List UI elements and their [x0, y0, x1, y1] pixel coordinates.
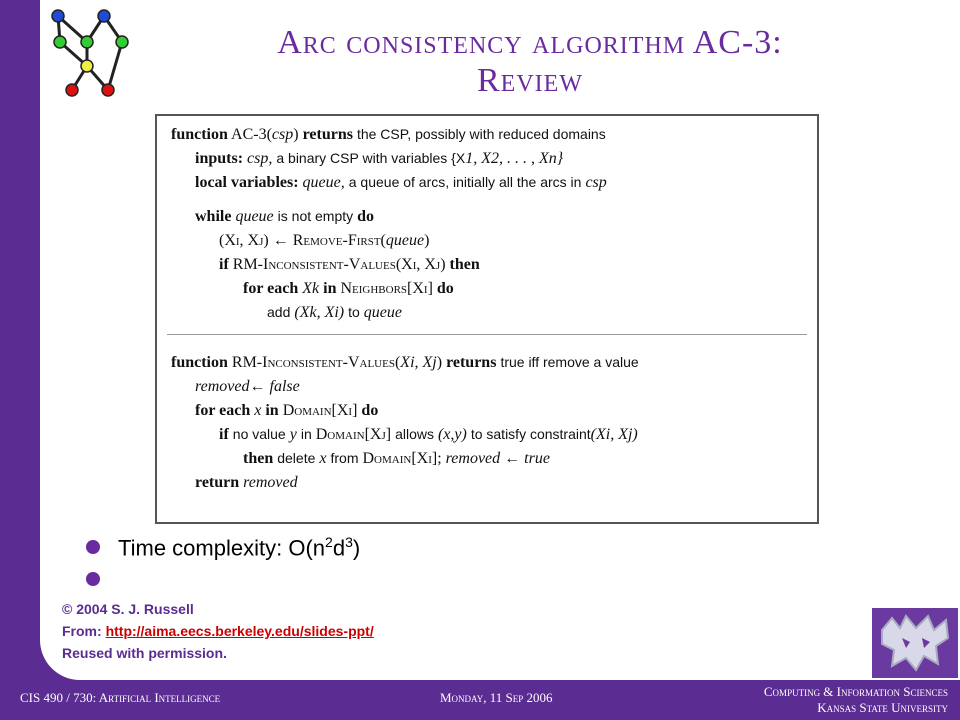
keyword: while — [195, 208, 232, 225]
variable: x — [254, 402, 262, 419]
divider — [167, 334, 807, 335]
param: queue — [235, 208, 274, 225]
statement: Neighbors[Xi] — [340, 280, 433, 297]
keyword: do — [357, 208, 375, 225]
variable: removed — [243, 474, 298, 491]
bullet-text — [118, 534, 360, 561]
algo-line-12 — [219, 426, 638, 444]
footer-bar — [0, 680, 960, 720]
keyword: then — [449, 256, 480, 273]
description: delete — [277, 450, 316, 466]
footer-date: Monday, 11 Sep 2006 — [440, 690, 553, 705]
algo-line-13 — [243, 450, 550, 468]
algo-line-10 — [195, 378, 300, 396]
keyword: local variables: — [195, 174, 299, 191]
keyword: then — [243, 450, 274, 467]
footer-course: CIS 490 / 730: Artificial Intelligence — [20, 690, 221, 705]
variable: removed — [195, 378, 250, 395]
source-link[interactable]: http://aima.eecs.berkeley.edu/slides-ppt/ — [105, 623, 374, 639]
variable: y — [289, 426, 297, 443]
param: Xi, Xj — [400, 354, 437, 371]
algo-line-14 — [195, 474, 298, 492]
algo-line-7 — [243, 280, 454, 298]
title-line-1: Arc consistency algorithm AC-3: — [277, 24, 783, 61]
algo-line-9 — [171, 354, 639, 372]
keyword: if — [219, 426, 229, 443]
algo-line-4 — [195, 208, 374, 226]
credits — [62, 598, 374, 664]
algo-line-11 — [195, 402, 378, 420]
statement: Domain[Xi] — [282, 402, 358, 419]
bullet-dot — [86, 540, 100, 554]
description: true iff remove a value — [500, 354, 639, 370]
assignment: removed ← true — [445, 450, 550, 467]
variable: Xk — [302, 280, 320, 297]
algo-line-6 — [219, 256, 480, 274]
param: csp — [271, 126, 294, 143]
description: to — [348, 304, 360, 320]
bullet-part: Time complexity: O(n — [118, 535, 326, 561]
paren: ) — [293, 126, 299, 143]
algo-line-8 — [267, 304, 402, 322]
keyword: if — [219, 256, 229, 273]
bullet-part: d — [332, 535, 346, 561]
variables: 1, X2, . . . , Xn} — [465, 150, 564, 167]
wildcat-logo-icon — [872, 608, 958, 678]
description: allows — [395, 426, 434, 442]
credit-prefix: From: — [62, 623, 106, 639]
paren: ) — [424, 232, 430, 249]
variable: x — [319, 450, 327, 467]
param: queue — [385, 232, 425, 249]
description: a queue of arcs, initially all the arcs in — [348, 174, 582, 190]
description: from — [330, 450, 359, 466]
footer-department — [764, 684, 948, 716]
function-name: AC-3( — [231, 126, 272, 143]
algo-line-2 — [195, 150, 563, 168]
bullet-sup: 2 — [325, 534, 333, 550]
function-name: RM-Inconsistent-Values( — [231, 354, 401, 371]
param: csp — [585, 174, 607, 191]
description: to satisfy constraint — [470, 426, 591, 442]
param: queue, — [302, 174, 345, 191]
keyword: function — [171, 126, 228, 143]
title-line-2: Review — [477, 62, 583, 99]
statement: Domain[Xj] — [315, 426, 392, 443]
description: a binary CSP with variables {X — [276, 150, 466, 166]
keyword: in — [323, 280, 337, 297]
credit-source — [62, 620, 374, 642]
algo-line-1 — [171, 126, 606, 144]
param: csp, — [247, 150, 273, 167]
keyword: do — [361, 402, 379, 419]
paren: ) — [436, 354, 443, 371]
keyword: for each — [195, 402, 251, 419]
credit-copyright: © 2004 S. J. Russell — [62, 601, 194, 617]
variable: (x,y) — [437, 426, 467, 443]
algorithm-box — [155, 114, 819, 524]
keyword: returns — [446, 354, 497, 371]
statement: Domain[Xi]; — [362, 450, 442, 467]
algo-line-5 — [219, 232, 429, 250]
keyword: do — [436, 280, 454, 297]
description: in — [300, 426, 312, 442]
description: no value — [232, 426, 286, 442]
keyword: for each — [243, 280, 299, 297]
description: the CSP, possibly with reduced domains — [356, 126, 606, 142]
algo-line-3 — [195, 174, 607, 192]
graph-logo-icon — [40, 4, 140, 100]
variable: (Xi, Xj) — [590, 426, 638, 443]
variable: (Xk, Xi) — [294, 304, 345, 321]
description: is not empty — [277, 208, 354, 224]
footer-dept-line2: Kansas State University — [817, 700, 948, 715]
bullet-sup: 3 — [345, 534, 353, 550]
credit-permission: Reused with permission. — [62, 645, 227, 661]
description: add — [267, 304, 291, 320]
param: queue — [363, 304, 402, 321]
keyword: return — [195, 474, 240, 491]
footer-dept-line1: Computing & Information Sciences — [763, 684, 948, 699]
statement: (Xi, Xj) ← Remove-First( — [219, 232, 386, 249]
statement: RM-Inconsistent-Values(Xi, Xj) — [232, 256, 446, 273]
keyword: function — [171, 354, 228, 371]
keyword: returns — [302, 126, 353, 143]
slide-title — [180, 24, 880, 100]
keyword: in — [265, 402, 279, 419]
bullet-part: ) — [352, 535, 361, 561]
bullet-dot — [86, 572, 100, 586]
assignment: ← false — [249, 378, 300, 395]
keyword: inputs: — [195, 150, 244, 167]
